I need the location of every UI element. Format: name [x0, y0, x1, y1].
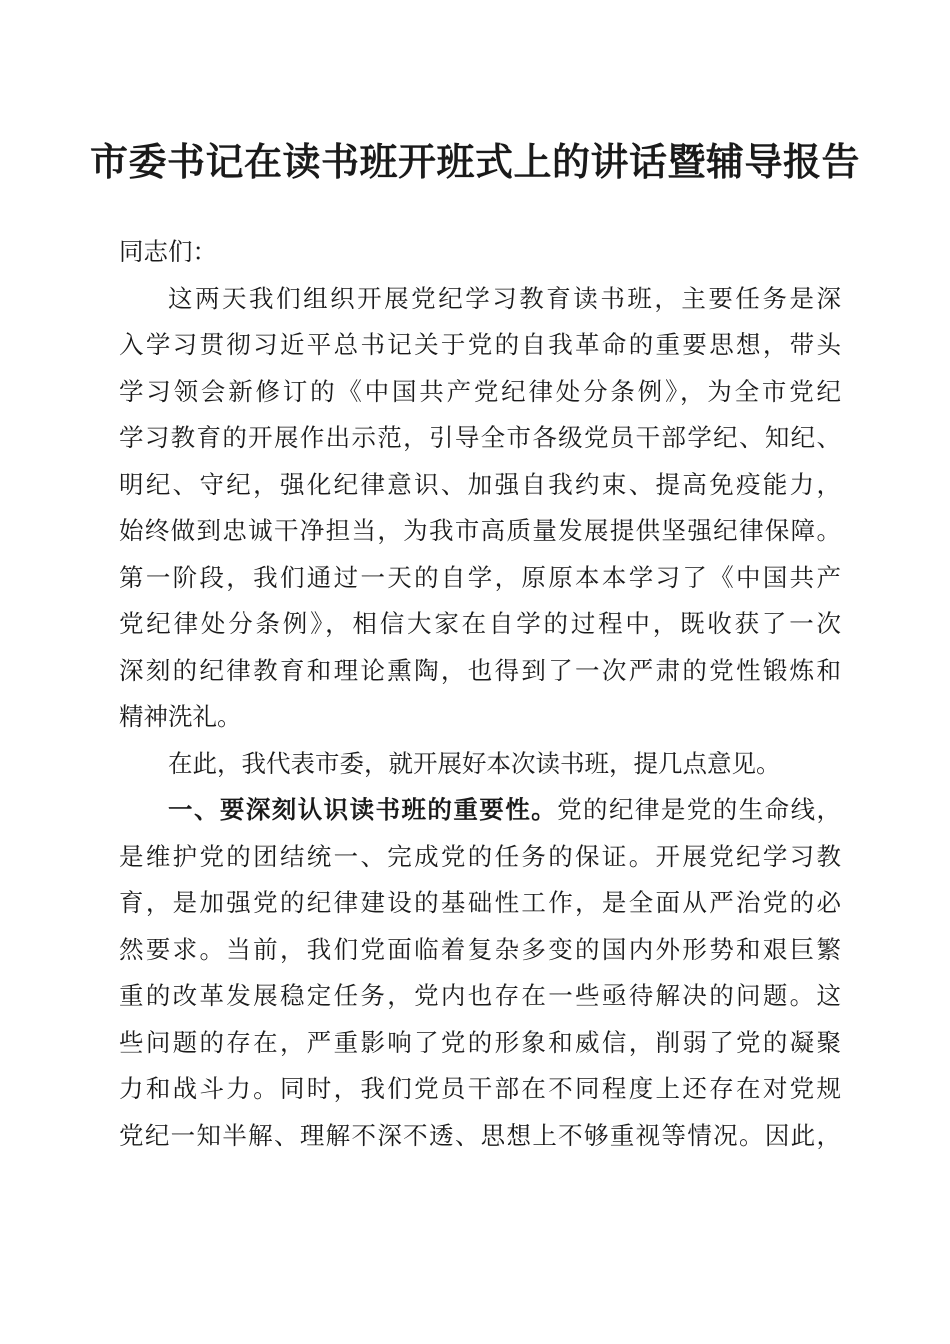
- paragraph-line: 这两天我们组织开展党纪学习教育读书班，主要任务是深: [168, 283, 841, 313]
- paragraph-line: 始终做到忠诚干净担当，为我市高质量发展提供坚强纪律保障。: [119, 516, 841, 545]
- paragraph-line: 党纪一知半解、理解不深不透、思想上不够重视等情况。因此，: [119, 1120, 841, 1150]
- paragraph-2: [119, 741, 841, 788]
- paragraph-line: 党纪律处分条例》，相信大家在自学的过程中，既收获了一次: [119, 609, 841, 638]
- paragraph-line: 在此，我代表市委，就开展好本次读书班，提几点意见。: [168, 748, 781, 778]
- paragraph-line: 入学习贯彻习近平总书记关于党的自我革命的重要思想，带头: [119, 330, 841, 359]
- section-heading: 一、要深刻认识读书班的重要性。: [168, 795, 558, 824]
- paragraph-line: 重的改革发展稳定任务，党内也存在一些亟待解决的问题。这: [119, 981, 841, 1010]
- paragraph-line: 明纪、守纪，强化纪律意识、加强自我约束、提高免疫能力，: [119, 469, 841, 499]
- paragraph-1: [119, 276, 841, 741]
- paragraph-line: 学习领会新修订的《中国共产党纪律处分条例》，为全市党纪: [119, 376, 841, 406]
- paragraph-line: 学习教育的开展作出示范，引导全市各级党员干部学纪、知纪、: [119, 423, 841, 452]
- paragraph-line: 育，是加强党的纪律建设的基础性工作，是全面从严治党的必: [119, 888, 841, 917]
- paragraph-text: 党的纪律是党的生命线，: [557, 795, 842, 824]
- paragraph-line: [119, 787, 841, 834]
- document-body: [119, 229, 841, 1159]
- paragraph-line: 深刻的纪律教育和理论熏陶，也得到了一次严肃的党性锻炼和: [119, 655, 841, 685]
- paragraph-3: [119, 787, 841, 1159]
- paragraph-line: 第一阶段，我们通过一天的自学，原原本本学习了《中国共产: [119, 562, 841, 592]
- paragraph-line: 然要求。当前，我们党面临着复杂多变的国内外形势和艰巨繁: [119, 934, 841, 964]
- paragraph-line: 是维护党的团结统一、完成党的任务的保证。开展党纪学习教: [119, 841, 841, 871]
- paragraph-line: 些问题的存在，严重影响了党的形象和威信，削弱了党的凝聚: [119, 1027, 841, 1057]
- page-title: 市委书记在读书班开班式上的讲话暨辅导报告: [89, 139, 860, 184]
- paragraph-line: 精神洗礼。: [119, 702, 242, 731]
- paragraph-line: 力和战斗力。同时，我们党员干部在不同程度上还存在对党规: [119, 1074, 841, 1103]
- salutation: 同志们：: [119, 237, 217, 266]
